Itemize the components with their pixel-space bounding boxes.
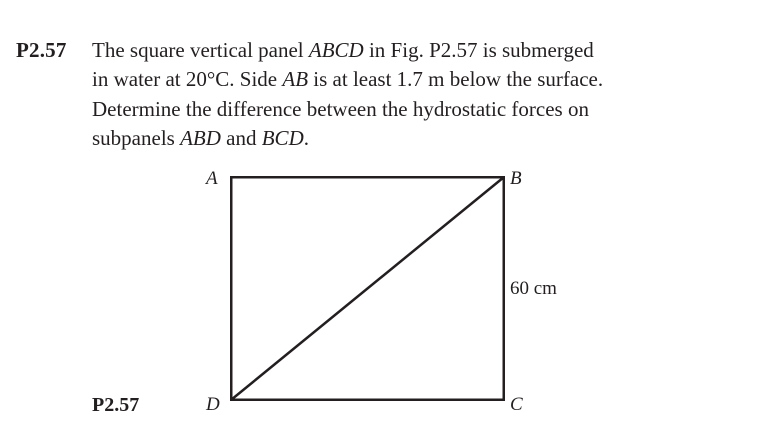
problem-text-italic-term: ABCD bbox=[308, 38, 364, 62]
problem-text-segment: in Fig. P2.57 is submerged bbox=[363, 38, 594, 62]
problem-text-segment: in water at 20°C. Side bbox=[92, 67, 283, 92]
vertex-label-d: D bbox=[206, 394, 220, 415]
problem-text-segment: . bbox=[303, 125, 309, 150]
problem-text-segment: Determine the difference between the hydrostatic forces on bbox=[92, 96, 589, 121]
problem-text-italic-term: AB bbox=[282, 67, 309, 92]
problem-text-segment: subpanels bbox=[92, 125, 181, 150]
vertex-label-c: C bbox=[510, 394, 523, 415]
problem-text-segment: and bbox=[220, 125, 262, 150]
problem-text-italic-term: ABD bbox=[180, 125, 221, 150]
diagonal-bd bbox=[231, 177, 504, 400]
problem-text-segment: is at least 1.7 m below the surface. bbox=[308, 67, 604, 92]
figure-caption: P2.57 bbox=[92, 394, 140, 416]
vertex-label-b: B bbox=[510, 168, 522, 189]
problem-text-italic-term: BCD bbox=[261, 125, 304, 150]
vertex-label-a: A bbox=[206, 168, 218, 189]
problem-number: P2.57 bbox=[16, 38, 67, 62]
side-dimension-label: 60 cm bbox=[510, 278, 557, 299]
problem-text-segment: The square vertical panel bbox=[92, 38, 309, 62]
